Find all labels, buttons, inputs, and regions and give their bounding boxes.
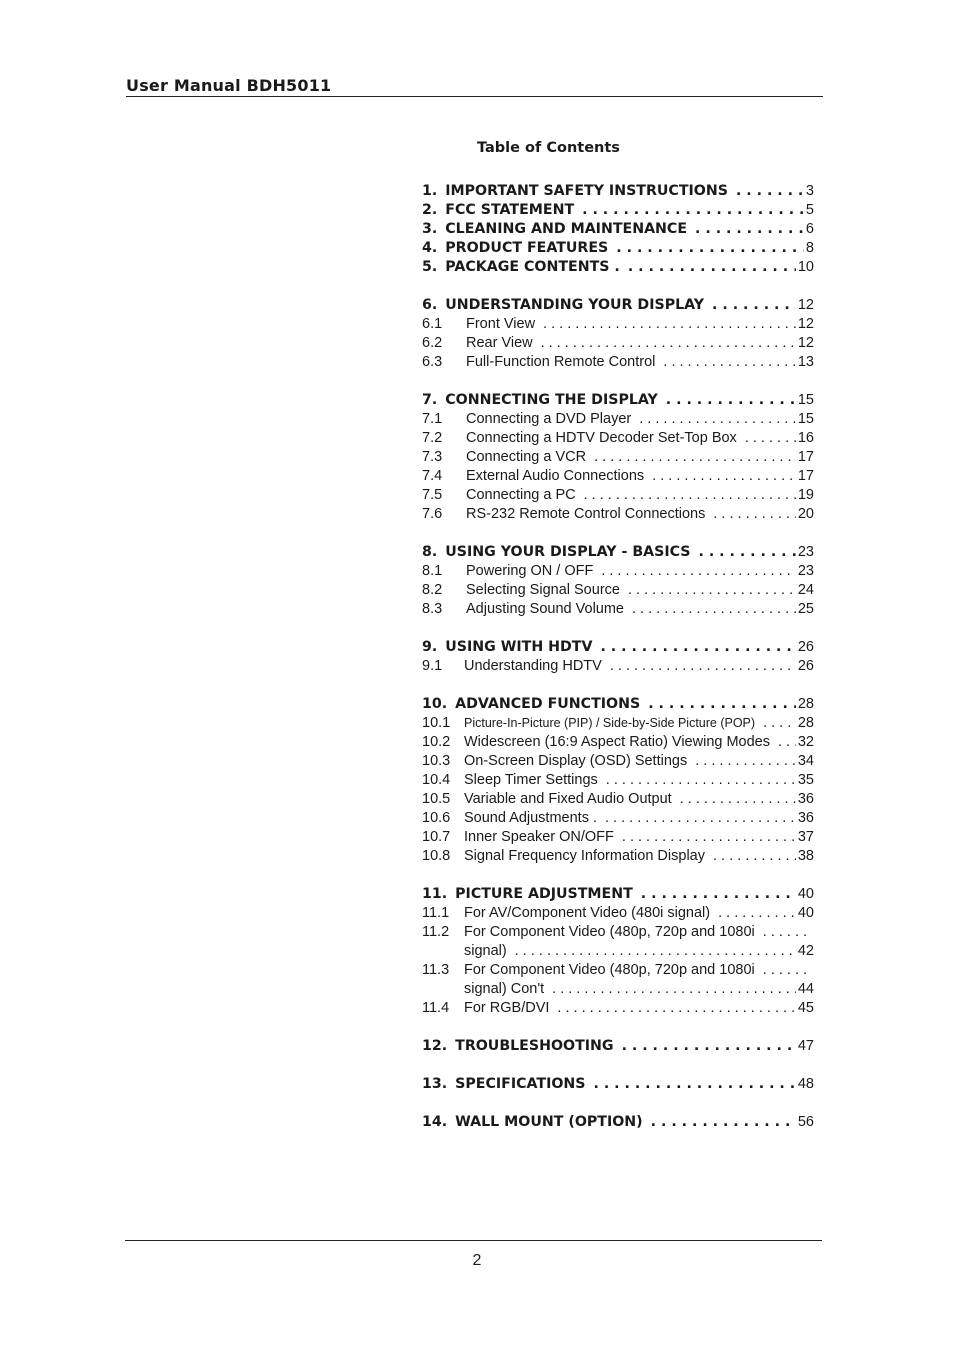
toc-subsection-row bbox=[422, 467, 814, 486]
toc-section-row bbox=[422, 201, 814, 220]
toc-subsection-row bbox=[422, 486, 814, 505]
toc-group-gap bbox=[422, 676, 814, 695]
toc-subsection-title: Signal Frequency Information Display bbox=[464, 848, 705, 864]
toc-leader-dots bbox=[632, 600, 796, 619]
toc-section-page: 6 bbox=[805, 221, 814, 237]
toc-leader-dots bbox=[712, 296, 796, 315]
toc-subsection-title: Powering ON / OFF bbox=[466, 563, 594, 579]
toc-subsection-number: 11.2 bbox=[422, 924, 450, 940]
toc-subsection-page: 32 bbox=[797, 734, 814, 750]
toc-leader-dots bbox=[663, 353, 795, 372]
toc-leader-dots bbox=[666, 391, 796, 410]
toc-subsection-number: 10.5 bbox=[422, 791, 451, 807]
toc-leader-dots bbox=[763, 961, 812, 980]
toc-subsection-row bbox=[422, 790, 814, 809]
toc-subsection-page: 34 bbox=[797, 753, 814, 769]
toc-subsection-title: For Component Video (480p, 720p and 1080i bbox=[464, 962, 755, 978]
toc-subsection-number: 11.3 bbox=[422, 962, 450, 978]
toc-subsection-page: 12 bbox=[797, 316, 814, 332]
toc-leader-dots bbox=[543, 315, 796, 334]
toc-subsection-row bbox=[422, 505, 814, 524]
toc-subsection-number: 9.1 bbox=[422, 658, 443, 674]
toc-section-title: USING WITH HDTV bbox=[445, 639, 593, 655]
toc-subsection-title: Connecting a PC bbox=[466, 487, 576, 503]
toc-leader-dots bbox=[601, 562, 796, 581]
toc-subsection-number: 10.4 bbox=[422, 772, 451, 788]
toc-section-page: 23 bbox=[797, 544, 814, 560]
toc-section-row bbox=[422, 885, 814, 904]
toc-leader-dots bbox=[699, 543, 796, 562]
toc-subsection-page: 35 bbox=[797, 772, 814, 788]
toc-subsection-row bbox=[422, 847, 814, 866]
toc-group-gap bbox=[422, 1056, 814, 1075]
toc-subsection-row bbox=[422, 752, 814, 771]
toc-subsection-number: 8.2 bbox=[422, 582, 443, 598]
toc-section-title: FCC STATEMENT bbox=[445, 202, 575, 218]
toc-leader-dots bbox=[641, 885, 796, 904]
toc-leader-dots bbox=[622, 828, 796, 847]
toc-section-row bbox=[422, 239, 814, 258]
toc-subsection-row bbox=[422, 334, 814, 353]
toc-subsection-page: 36 bbox=[797, 791, 814, 807]
footer-divider bbox=[125, 1240, 822, 1241]
toc-section-page: 15 bbox=[797, 392, 814, 408]
page-number: 2 bbox=[472, 1252, 482, 1269]
toc-subsection-title: Connecting a HDTV Decoder Set-Top Box bbox=[466, 430, 737, 446]
toc-section-title: CONNECTING THE DISPLAY bbox=[445, 392, 658, 408]
toc-subsection-row bbox=[422, 904, 814, 923]
toc-subsection-number: 10.7 bbox=[422, 829, 451, 845]
toc-section-title: SPECIFICATIONS bbox=[455, 1076, 586, 1092]
toc-leader-dots bbox=[541, 334, 796, 353]
toc-leader-dots bbox=[639, 410, 796, 429]
toc-subsection-number: 10.1 bbox=[422, 715, 451, 731]
toc-section-row bbox=[422, 258, 814, 277]
toc-subsection-number: 10.6 bbox=[422, 810, 451, 826]
toc-section-number: 8. bbox=[422, 544, 438, 560]
toc-section-number: 5. bbox=[422, 259, 438, 275]
toc-subsection-row bbox=[422, 961, 814, 980]
toc-subsection-page: 15 bbox=[797, 411, 814, 427]
toc-section-row bbox=[422, 1037, 814, 1056]
toc-section-page: 28 bbox=[797, 696, 814, 712]
toc-subsection-page: 25 bbox=[797, 601, 814, 617]
toc-subsection-number: 8.3 bbox=[422, 601, 443, 617]
toc-section-row bbox=[422, 296, 814, 315]
toc-leader-dots bbox=[628, 258, 796, 277]
toc-subsection-number: 6.3 bbox=[422, 354, 443, 370]
toc-section-page: 56 bbox=[797, 1114, 814, 1130]
toc-subsection-page: 38 bbox=[797, 848, 814, 864]
toc-section-row bbox=[422, 695, 814, 714]
toc-subsection-title: Sleep Timer Settings bbox=[464, 772, 598, 788]
toc-section-page: 26 bbox=[797, 639, 814, 655]
toc-subsection-number: 11.1 bbox=[422, 905, 450, 921]
toc-section-title: USING YOUR DISPLAY - BASICS bbox=[445, 544, 691, 560]
toc-leader-dots bbox=[584, 486, 796, 505]
toc-subsection-title: Sound Adjustments . bbox=[464, 810, 597, 826]
toc-subsection-title: On-Screen Display (OSD) Settings bbox=[464, 753, 688, 769]
toc-subsection-title: Variable and Fixed Audio Output bbox=[464, 791, 672, 807]
toc-group-gap bbox=[422, 372, 814, 391]
toc-section-page: 5 bbox=[805, 202, 814, 218]
toc-subsection-row bbox=[422, 923, 814, 942]
toc-section-number: 11. bbox=[422, 886, 448, 902]
toc-subsection-page: 23 bbox=[797, 563, 814, 579]
toc-section-title: TROUBLESHOOTING bbox=[455, 1038, 614, 1054]
toc-section-title: ADVANCED FUNCTIONS bbox=[455, 696, 641, 712]
toc-heading: Table of Contents bbox=[477, 140, 620, 156]
toc-subsection-title: Full-Function Remote Control bbox=[466, 354, 656, 370]
toc-subsection-page: 45 bbox=[797, 1000, 814, 1016]
toc-subsection-page: 26 bbox=[797, 658, 814, 674]
toc-subsection-continuation-row bbox=[422, 942, 814, 961]
page-header bbox=[126, 74, 823, 97]
toc-section-title: UNDERSTANDING YOUR DISPLAY bbox=[445, 297, 705, 313]
toc-leader-dots bbox=[622, 1037, 796, 1056]
toc-subsection-row bbox=[422, 828, 814, 847]
toc-subsection-title: Inner Speaker ON/OFF bbox=[464, 829, 614, 845]
toc-section-title: WALL MOUNT (OPTION) bbox=[455, 1114, 643, 1130]
toc-subsection-page: 17 bbox=[797, 449, 814, 465]
toc-subsection-title: External Audio Connections bbox=[466, 468, 645, 484]
toc-leader-dots bbox=[600, 638, 795, 657]
toc-subsection-title: For RGB/DVI bbox=[464, 1000, 550, 1016]
toc-section-row bbox=[422, 638, 814, 657]
toc-subsection-title: For AV/Component Video (480i signal) bbox=[464, 905, 711, 921]
toc-section-page: 10 bbox=[797, 259, 814, 275]
toc-leader-dots bbox=[648, 695, 796, 714]
toc-subsection-continuation-row bbox=[422, 980, 814, 999]
toc-subsection-page: 20 bbox=[797, 506, 814, 522]
toc-group-gap bbox=[422, 1094, 814, 1113]
toc-subsection-title: Widescreen (16:9 Aspect Ratio) Viewing Modes bbox=[464, 734, 770, 750]
toc-section-row bbox=[422, 543, 814, 562]
toc-subsection-row bbox=[422, 353, 814, 372]
toc-section-row bbox=[422, 391, 814, 410]
toc-section-number: 9. bbox=[422, 639, 438, 655]
toc-subsection-number: 10.8 bbox=[422, 848, 451, 864]
toc-subsection-row bbox=[422, 429, 814, 448]
toc-subsection-title: Picture-In-Picture (PIP) / Side-by-Side Picture (POP) bbox=[464, 716, 756, 730]
toc-section-page: 8 bbox=[805, 240, 814, 256]
toc-subsection-number: 10.3 bbox=[422, 753, 451, 769]
toc-subsection-page: 12 bbox=[797, 335, 814, 351]
toc-section-title: CLEANING AND MAINTENANCE bbox=[445, 221, 688, 237]
toc-section-row bbox=[422, 1075, 814, 1094]
toc-subsection-page: 17 bbox=[797, 468, 814, 484]
toc-leader-dots bbox=[778, 733, 796, 752]
toc-section-row bbox=[422, 182, 814, 201]
toc-leader-dots bbox=[695, 752, 796, 771]
toc-subsection-number: 7.6 bbox=[422, 506, 443, 522]
toc-leader-dots bbox=[745, 429, 796, 448]
toc-section-page: 12 bbox=[797, 297, 814, 313]
toc-subsection-number: 10.2 bbox=[422, 734, 451, 750]
toc-section-row bbox=[422, 1113, 814, 1132]
toc-subsection-number: 6.2 bbox=[422, 335, 443, 351]
toc-leader-dots bbox=[736, 182, 804, 201]
toc-subsection-title: Understanding HDTV bbox=[464, 658, 602, 674]
toc-leader-dots bbox=[557, 999, 795, 1018]
toc-subsection-title: Front View bbox=[466, 316, 536, 332]
toc-subsection-row bbox=[422, 809, 814, 828]
toc-subsection-row bbox=[422, 999, 814, 1018]
toc-leader-dots bbox=[606, 771, 796, 790]
toc-subsection-continuation: signal) bbox=[464, 943, 507, 959]
toc-leader-dots bbox=[515, 942, 796, 961]
toc-subsection-number: 7.1 bbox=[422, 411, 443, 427]
toc-subsection-number: 7.4 bbox=[422, 468, 443, 484]
toc-section-number: 6. bbox=[422, 297, 438, 313]
toc-section-page: 47 bbox=[797, 1038, 814, 1054]
toc-leader-dots bbox=[594, 1075, 796, 1094]
toc-subsection-title: Selecting Signal Source bbox=[466, 582, 620, 598]
toc-section-number: 10. bbox=[422, 696, 448, 712]
toc-subsection-title: Connecting a DVD Player bbox=[466, 411, 632, 427]
toc-subsection-row bbox=[422, 562, 814, 581]
toc-subsection-title: RS-232 Remote Control Connections bbox=[466, 506, 706, 522]
toc-subsection-number: 8.1 bbox=[422, 563, 443, 579]
toc-section-number: 13. bbox=[422, 1076, 448, 1092]
toc-leader-dots bbox=[628, 581, 796, 600]
toc-subsection-title: For Component Video (480p, 720p and 1080i bbox=[464, 924, 755, 940]
toc-subsection-page: 24 bbox=[797, 582, 814, 598]
toc-subsection-number: 11.4 bbox=[422, 1000, 450, 1016]
table-of-contents bbox=[422, 182, 814, 1132]
toc-subsection-row bbox=[422, 733, 814, 752]
toc-section-number: 4. bbox=[422, 240, 438, 256]
toc-leader-dots bbox=[651, 1113, 796, 1132]
toc-section-page: 3 bbox=[805, 183, 814, 199]
toc-leader-dots bbox=[680, 790, 796, 809]
toc-group-gap bbox=[422, 619, 814, 638]
toc-subsection-page: 40 bbox=[797, 905, 814, 921]
toc-section-number: 14. bbox=[422, 1114, 448, 1130]
toc-leader-dots bbox=[605, 809, 796, 828]
toc-subsection-page: 37 bbox=[797, 829, 814, 845]
toc-section-title: IMPORTANT SAFETY INSTRUCTIONS bbox=[445, 183, 728, 199]
toc-leader-dots bbox=[713, 505, 795, 524]
toc-subsection-row bbox=[422, 448, 814, 467]
toc-subsection-number: 6.1 bbox=[422, 316, 443, 332]
toc-leader-dots bbox=[616, 239, 804, 258]
toc-subsection-title: Connecting a VCR bbox=[466, 449, 587, 465]
toc-subsection-page: 42 bbox=[797, 943, 814, 959]
toc-leader-dots bbox=[652, 467, 796, 486]
toc-section-number: 3. bbox=[422, 221, 438, 237]
toc-leader-dots bbox=[713, 847, 796, 866]
toc-subsection-row bbox=[422, 581, 814, 600]
toc-leader-dots bbox=[594, 448, 796, 467]
toc-subsection-title: Adjusting Sound Volume bbox=[466, 601, 624, 617]
toc-subsection-number: 7.3 bbox=[422, 449, 443, 465]
toc-subsection-page: 36 bbox=[797, 810, 814, 826]
toc-subsection-title: Rear View bbox=[466, 335, 533, 351]
toc-group-gap bbox=[422, 277, 814, 296]
toc-section-number: 7. bbox=[422, 392, 438, 408]
toc-group-gap bbox=[422, 524, 814, 543]
toc-leader-dots bbox=[718, 904, 796, 923]
toc-subsection-page: 13 bbox=[797, 354, 814, 370]
toc-group-gap bbox=[422, 866, 814, 885]
toc-leader-dots bbox=[582, 201, 804, 220]
toc-subsection-row bbox=[422, 714, 814, 733]
toc-subsection-page: 16 bbox=[797, 430, 814, 446]
toc-subsection-continuation: signal) Con't bbox=[464, 981, 545, 997]
toc-leader-dots bbox=[763, 923, 812, 942]
toc-section-number: 12. bbox=[422, 1038, 448, 1054]
toc-subsection-page: 19 bbox=[797, 487, 814, 503]
toc-group-gap bbox=[422, 1018, 814, 1037]
toc-subsection-row bbox=[422, 771, 814, 790]
toc-subsection-row bbox=[422, 315, 814, 334]
toc-section-row bbox=[422, 220, 814, 239]
toc-leader-dots bbox=[552, 980, 796, 999]
toc-section-number: 2. bbox=[422, 202, 438, 218]
toc-section-page: 40 bbox=[797, 886, 814, 902]
toc-subsection-row bbox=[422, 657, 814, 676]
toc-subsection-page: 44 bbox=[797, 981, 814, 997]
toc-section-title: PRODUCT FEATURES bbox=[445, 240, 609, 256]
toc-leader-dots bbox=[695, 220, 804, 239]
toc-subsection-row bbox=[422, 410, 814, 429]
toc-leader-dots bbox=[610, 657, 796, 676]
toc-section-number: 1. bbox=[422, 183, 438, 199]
toc-section-title: PICTURE ADJUSTMENT bbox=[455, 886, 633, 902]
toc-leader-dots bbox=[763, 714, 796, 733]
toc-subsection-row bbox=[422, 600, 814, 619]
toc-subsection-number: 7.2 bbox=[422, 430, 443, 446]
toc-subsection-page: 28 bbox=[797, 715, 814, 731]
manual-title: User Manual BDH5011 bbox=[126, 76, 332, 95]
toc-section-title: PACKAGE CONTENTS . bbox=[445, 259, 620, 275]
toc-section-page: 48 bbox=[797, 1076, 814, 1092]
toc-subsection-number: 7.5 bbox=[422, 487, 443, 503]
